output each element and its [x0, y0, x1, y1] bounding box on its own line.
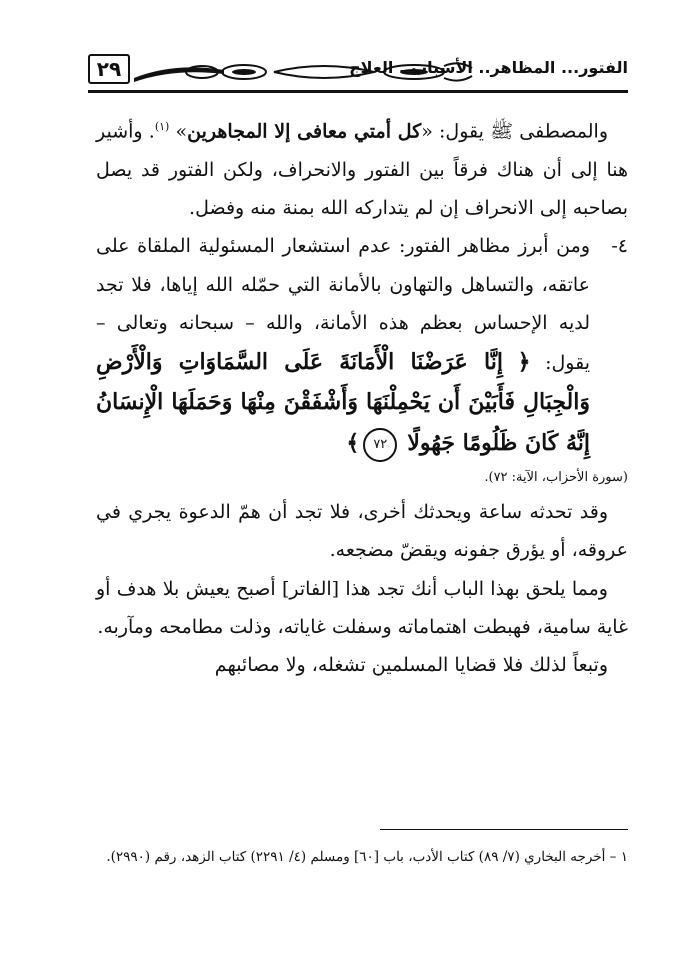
quran-close-bracket: ﴾: [346, 429, 360, 456]
quran-verse: إِنَّا عَرَضْنَا الْأَمَانَةَ عَلَى السَّمَاوَاتِ وَالْأَرْضِ وَالْجِبَالِ فَأَبَيْنَ أَن يَحْمِلْنَهَا وَأَشْفَقْنَ مِنْهَا وَحَمَلَهَا الْإِنسَانُ إِنَّهُ كَانَ ظَلُومًا جَهُولًا: [96, 349, 590, 456]
paragraph-2: وقد تحدثه ساعة ويحدثك أخرى، فلا تجد أن همّ الدعوة يجري في عروقه، أو يؤرق جفونه ويقضّ مضجعه.: [96, 501, 628, 562]
paragraph-hadith: [96, 108, 628, 227]
p1-part3: . وأشير هنا إلى أن هناك فرقاً بين الفتور والانحراف، ولكن الفتور قد يصل بصاحبه إلى الانحراف إن لم يتداركه الله بمنة منه وفضل.: [96, 120, 628, 219]
ayah-number-mark: ٧٢: [363, 428, 397, 462]
quran-open-bracket: ﴿: [517, 349, 531, 376]
footnotes: [96, 842, 628, 872]
page-header: [88, 52, 628, 92]
main-text: [96, 108, 628, 684]
footnote-ref: (١): [154, 120, 170, 133]
p1-part1: والمصطفى ﷺ يقول: «: [421, 120, 608, 143]
running-title: الفتور... المظاهر.. الأسباب.. العلاج: [349, 58, 628, 77]
page-number: ٢٩: [88, 54, 130, 84]
paragraph-3: ومما يلحق بهذا الباب أنك تجد هذا [الفاتر] أصبح يعيش بلا هدف أو غاية سامية، فهبطت اهتماماته وسفلت غاياته، وذلت مطامحه ومآربه.: [96, 577, 628, 638]
item-number: ٤-: [611, 235, 628, 258]
hadith-text: كل أمتي معافى إلا المجاهرين: [187, 120, 422, 143]
footnote-1: ١ – أخرجه البخاري (٧/ ٨٩) كتاب الأدب، باب [٦٠] ومسلم (٤/ ٢٢٩١) كتاب الزهد، رقم (٢٩٩٠).: [106, 849, 628, 865]
item-text: [96, 227, 590, 463]
list-item-4: [96, 227, 628, 463]
header-rule: [88, 90, 628, 93]
p1-part2: »: [169, 120, 188, 143]
paragraph-4: وتبعاً لذلك فلا قضايا المسلمين تشغله، ولا مصائبهم: [214, 654, 608, 677]
item4-text: ومن أبرز مظاهر الفتور: عدم استشعار المسئولية الملقاة على عاتقه، والتساهل والتهاون بالأمانة التي حمّله الله إياها، فلا تجد لديه الإحساس بعظم هذه الأمانة، والله – سبحانه وتعالى – يقول:: [96, 235, 590, 375]
quran-source: (سورة الأحزاب، الآية: ٧٢).: [484, 470, 628, 485]
footnote-rule: [380, 829, 628, 830]
